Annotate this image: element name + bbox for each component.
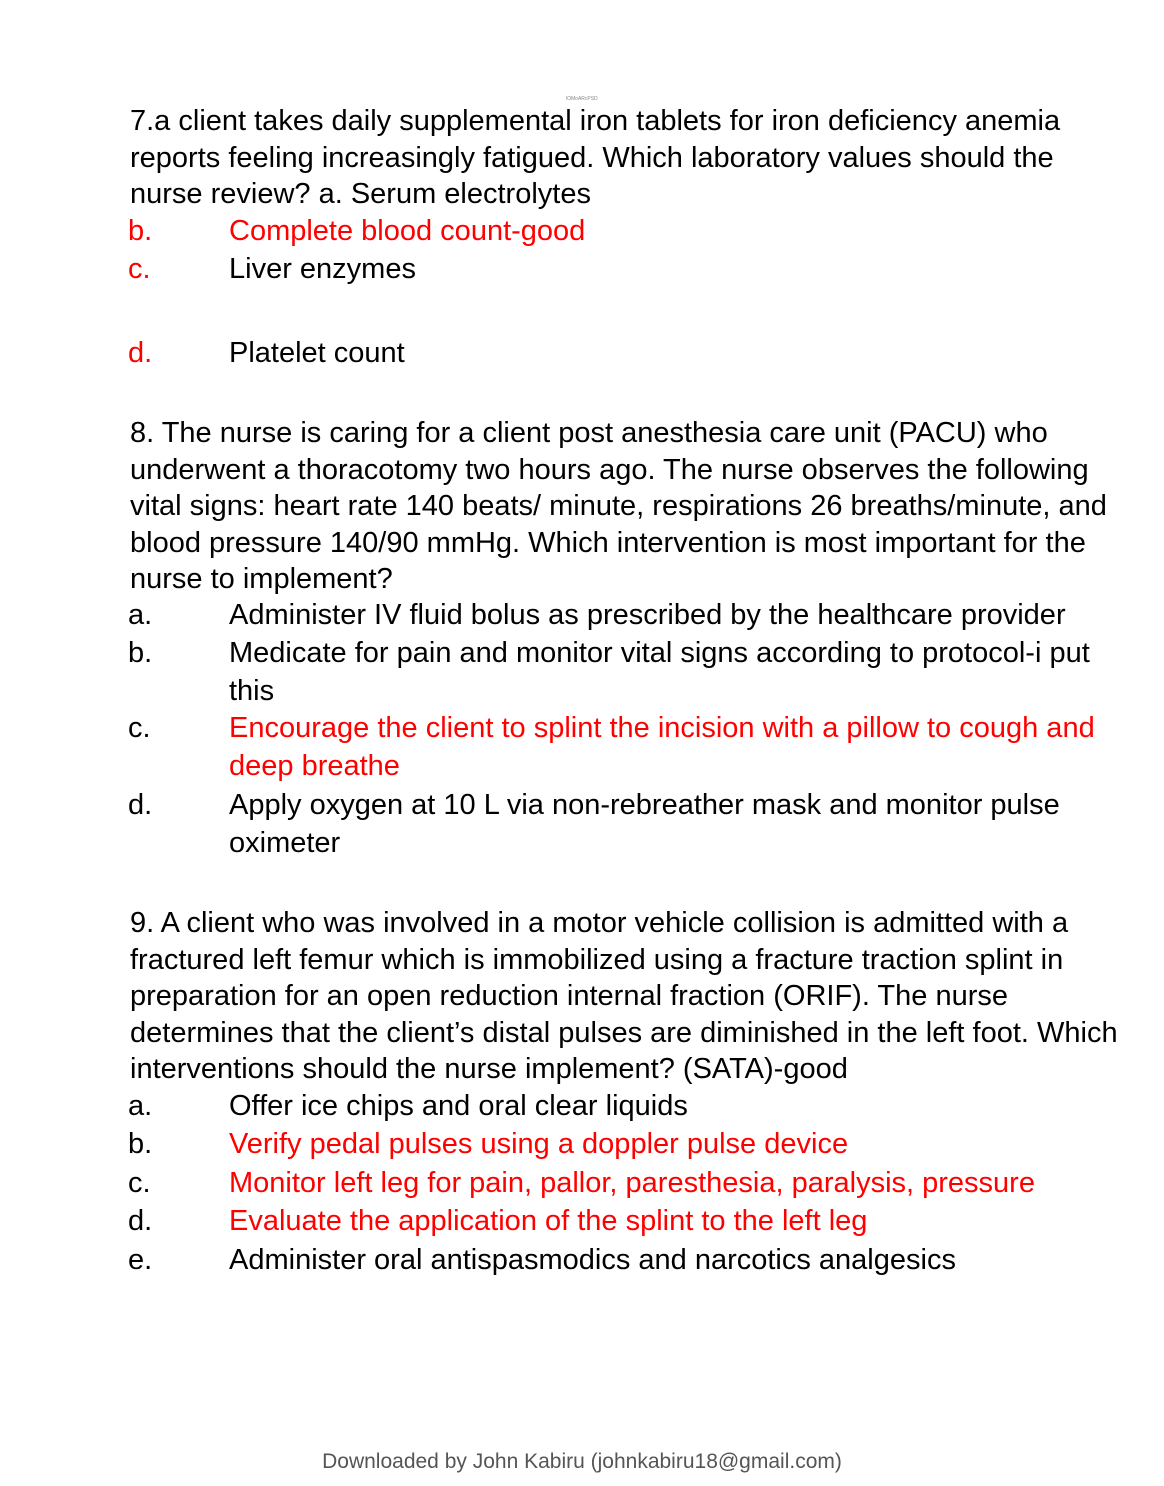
option-letter: c.: [128, 712, 151, 744]
question-9-stem: 9. A client who was involved in a motor vehicle collision is admitted with a fractured left femur which is immobilized using a fracture traction splint in preparation for an open reduction internal fraction (ORIF). The nurse determines that the client’s distal pulses are diminished in the left foot. Which interventions should the nurse implement? (SATA)-good: [130, 907, 1118, 1085]
q9-option-a: [128, 1088, 1128, 1126]
q8-option-d: [128, 787, 1118, 862]
option-text: Encourage the client to splint the incision with a pillow to cough and deep breathe: [229, 712, 1095, 782]
option-letter: d.: [128, 337, 153, 369]
option-letter: b.: [128, 637, 153, 669]
header-watermark: lOMoARcPSD: [566, 96, 598, 102]
q9-option-e: [128, 1242, 1128, 1280]
q8-option-b: [128, 635, 1098, 710]
option-letter: b.: [128, 215, 153, 247]
q9-option-c: [128, 1165, 1128, 1203]
option-letter: c.: [128, 1167, 151, 1199]
option-letter: c.: [128, 253, 151, 285]
option-letter: a.: [128, 599, 153, 631]
option-letter: e.: [128, 1244, 153, 1276]
option-text: Administer oral antispasmodics and narcotics analgesics: [229, 1244, 956, 1276]
option-text: Verify pedal pulses using a doppler pulse device: [229, 1128, 849, 1160]
option-text: Offer ice chips and oral clear liquids: [229, 1090, 688, 1122]
option-text: Administer IV fluid bolus as prescribed by the healthcare provider: [229, 599, 1066, 631]
q8-option-a: [128, 597, 1128, 635]
q7-option-b: [128, 213, 1128, 251]
option-letter: d.: [128, 1205, 153, 1237]
question-7-stem: 7.a client takes daily supplemental iron tablets for iron deficiency anemia reports feeling increasingly fatigued. Which laboratory values should the nurse review? a. Serum electrolytes: [130, 105, 1061, 210]
option-letter: a.: [128, 1090, 153, 1122]
option-text: Medicate for pain and monitor vital signs according to protocol-i put this: [229, 637, 1090, 707]
option-text: Liver enzymes: [229, 253, 416, 285]
option-text: Complete blood count-good: [229, 215, 586, 247]
option-letter: b.: [128, 1128, 153, 1160]
q9-option-b: [128, 1126, 1128, 1164]
option-text: Apply oxygen at 10 L via non-rebreather mask and monitor pulse oximeter: [229, 789, 1060, 859]
download-footer: Downloaded by John Kabiru (johnkabiru18@gmail.com): [322, 1450, 842, 1473]
q7-option-c: [128, 251, 1128, 289]
q8-option-c: [128, 710, 1098, 785]
q9-option-d: [128, 1203, 1128, 1241]
option-text: Monitor left leg for pain, pallor, paresthesia, paralysis, pressure: [229, 1167, 1035, 1199]
question-8-stem: 8. The nurse is caring for a client post anesthesia care unit (PACU) who underwent a thoracotomy two hours ago. The nurse observes the following vital signs: heart rate 140 beats/ minute, respirations 26 breaths/minute, and blood pressure 140/90 mmHg. Which intervention is most important for the nurse to implement?: [130, 417, 1107, 595]
option-letter: d.: [128, 789, 153, 821]
option-text: Platelet count: [229, 337, 405, 369]
q7-option-d: [128, 335, 1128, 373]
option-text: Evaluate the application of the splint to the left leg: [229, 1205, 868, 1237]
